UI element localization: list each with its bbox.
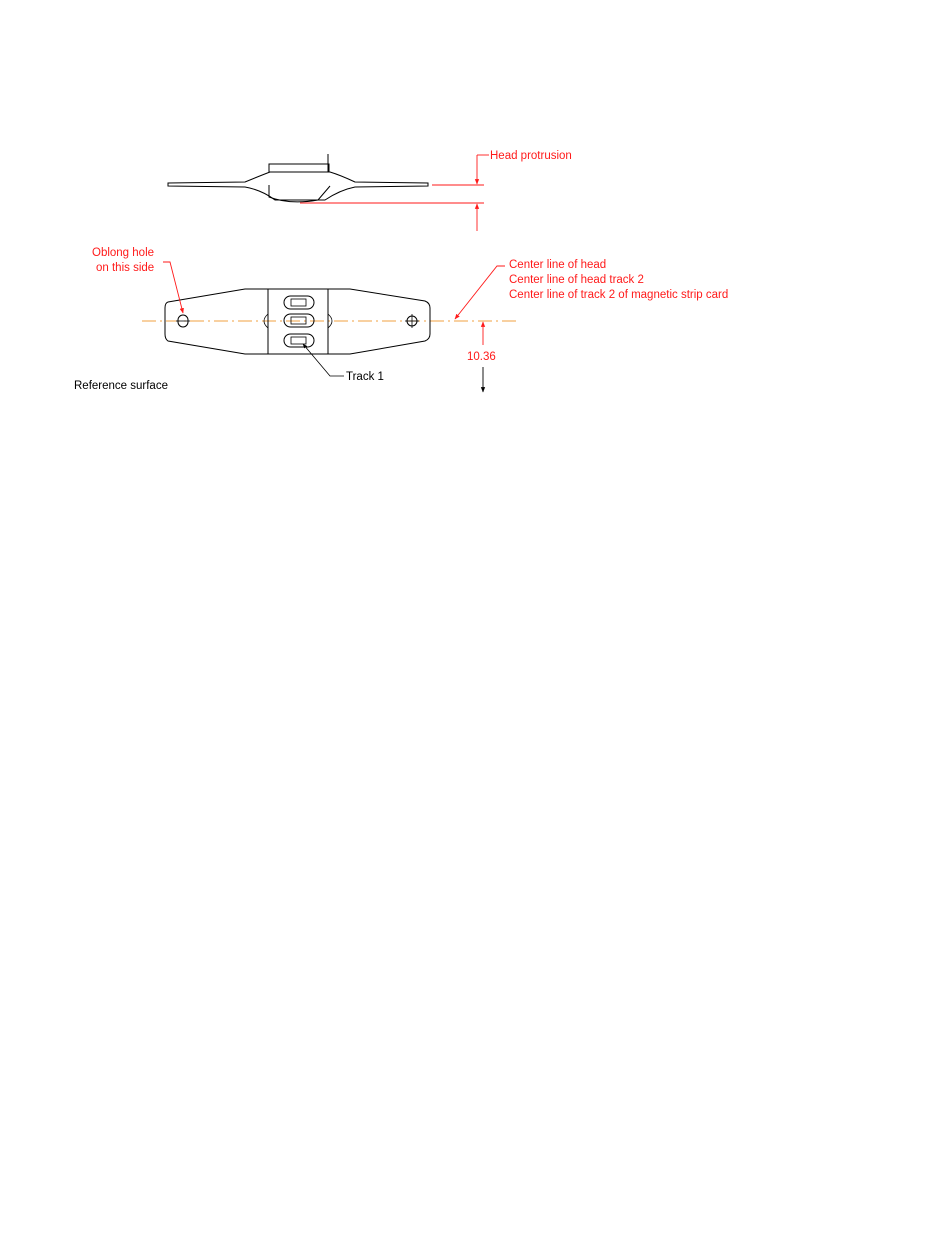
centerline-leader	[455, 266, 505, 319]
top-view	[142, 289, 516, 354]
oblong-hole-label-1: Oblong hole	[92, 247, 155, 259]
track-slot-1	[284, 334, 314, 347]
side-plate-outline	[168, 172, 428, 200]
track-1-leader	[303, 344, 344, 376]
head-protrusion-label: Head protrusion	[490, 150, 572, 162]
oblong-hole-label-2: on this side	[96, 262, 155, 274]
oblong-hole-leader	[163, 262, 183, 313]
track-1-label: Track 1	[346, 371, 384, 383]
reference-surface-label: Reference surface	[74, 380, 168, 392]
side-view	[168, 154, 489, 231]
side-top-block	[269, 164, 329, 172]
center-line-label-2: Center line of head track 2	[509, 274, 644, 286]
track-slot-3	[284, 296, 314, 309]
side-head-protrusion	[269, 185, 330, 202]
center-line-label-1: Center line of head	[509, 259, 607, 271]
center-line-label-3: Center line of track 2 of magnetic strip card	[509, 289, 729, 301]
dimension-label: 10.36	[467, 351, 496, 363]
